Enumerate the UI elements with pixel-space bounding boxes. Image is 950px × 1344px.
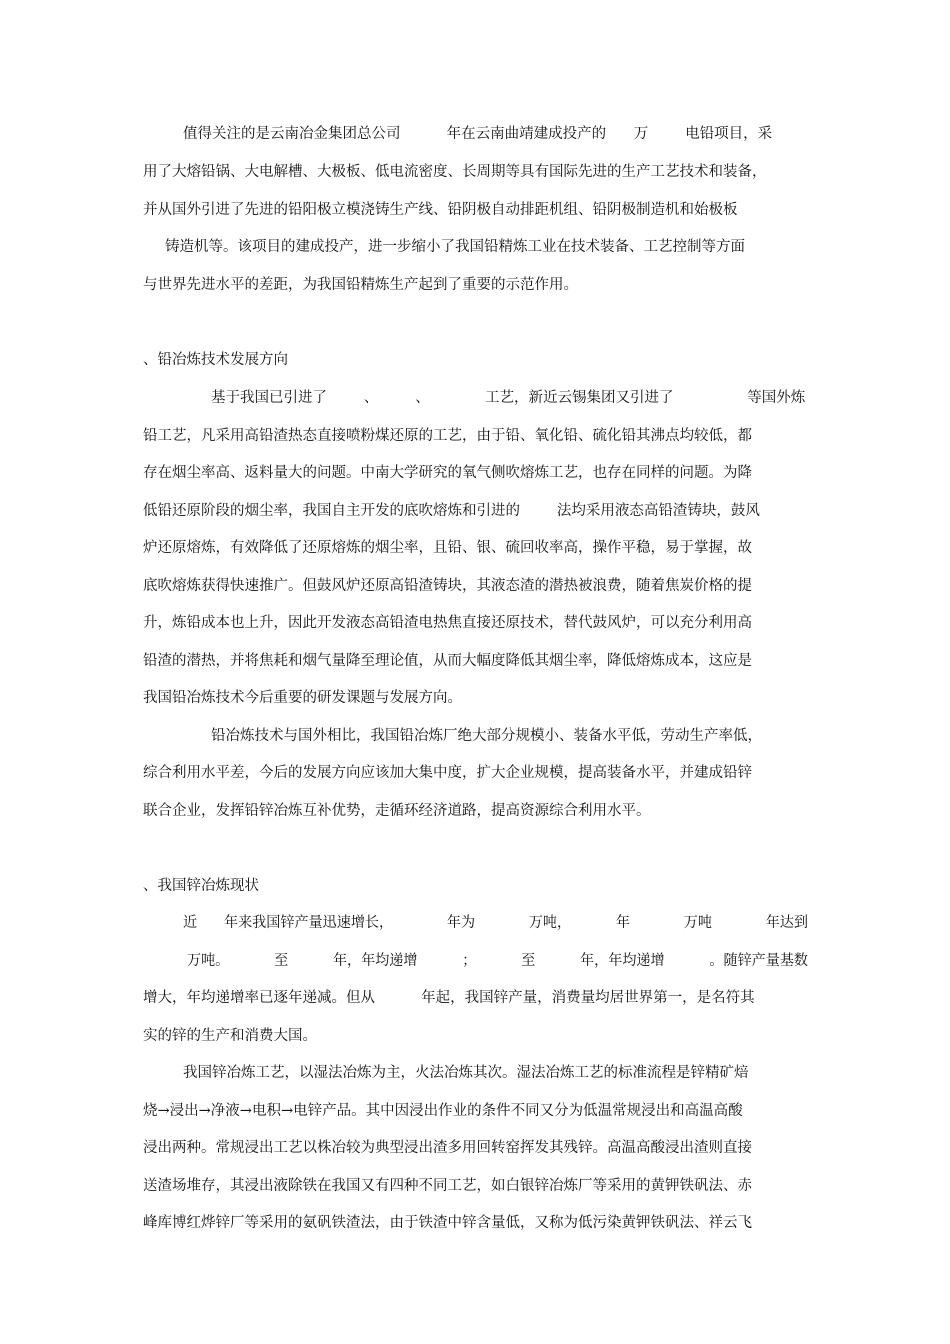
paragraph-5-line-5: 峰库博红烨锌厂等采用的氨矾铁渣法，由于铁渣中锌含量低，又称为低污染黄钾铁矾法、祥云飞 — [143, 1215, 752, 1231]
paragraph-2-line-3: 存在烟尘率高、返料量大的问题。中南大学研究的氧气侧吹熔炼工艺，也存在同样的问题。为降 — [143, 465, 752, 481]
paragraph-3-line-2: 综合利用水平差，今后的发展方向应该加大集中度，扩大企业规模，提高装备水平，并建成铅锌 — [143, 765, 752, 781]
paragraph-2-line-7: 升，炼铅成本也上升，因此开发液态高铅渣电热焦直接还原技术，替代鼓风炉，可以充分利用高 — [143, 615, 752, 631]
paragraph-1-line-3: 并从国外引进了先进的铅阳极立模浇铸生产线、铅阴极自动排距机组、铅阴极制造机和始极板 — [143, 202, 738, 218]
paragraph-1-line-5: 与世界先进水平的差距，为我国铅精炼生产起到了重要的示范作用。 — [143, 277, 578, 293]
paragraph-4-line-3: 增大，年均递增率已逐年递减。但从 年起，我国锌产量，消费量均居世界第一，是名符其 — [143, 990, 755, 1006]
paragraph-1-line-2: 用了大熔铅锅、大电解槽、大极板、低电流密度、长周期等具有国际先进的生产工艺技术和装备， — [143, 164, 767, 180]
paragraph-3-line-3: 联合企业，发挥铅锌冶炼互补优势，走循环经济道路，提高资源综合利用水平。 — [143, 803, 651, 819]
paragraph-5-line-4: 送渣场堆存，其浸出液除铁在我国又有四种不同工艺，如白银锌冶炼厂等采用的黄钾铁矾法、赤 — [143, 1178, 752, 1194]
paragraph-2-line-6: 底吹熔炼获得快速推广。但鼓风炉还原高铅渣铸块，其液态渣的潜热被浪费，随着焦炭价格的提 — [143, 578, 752, 594]
paragraph-5-line-3: 浸出两种。常规浸出工艺以株冶较为典型浸出渣多用回转窑挥发其残锌。高温高酸浸出渣则直接 — [143, 1140, 752, 1156]
paragraph-2-line-4: 低铅还原阶段的烟尘率，我国自主开发的底吹熔炼和引进的 法均采用液态高铅渣铸块，鼓风 — [143, 503, 760, 519]
paragraph-4-line-2: 万吨。 至 年，年均递增 ； 至 年，年均递增 。随锌产量基数 — [187, 953, 809, 969]
paragraph-1-line-1: 值得关注的是云南冶金集团总公司 年在云南曲靖建成投产的 万 电铅项目，采 — [183, 126, 773, 142]
paragraph-4-line-4: 实的锌的生产和消费大国。 — [143, 1028, 317, 1044]
paragraph-3-line-1: 铅冶炼技术与国外相比，我国铅冶炼厂绝大部分规模小、装备水平低，劳动生产率低， — [211, 728, 762, 744]
section-heading-lead-smelting: 、铅冶炼技术发展方向 — [143, 352, 288, 368]
paragraph-2-line-2: 铅工艺，凡采用高铅渣热态直接喷粉煤还原的工艺，由于铅、氧化铅、硫化铅其沸点均较低，都 — [143, 428, 752, 444]
paragraph-2-line-9: 我国铅冶炼技术今后重要的研发课题与发展方向。 — [143, 690, 462, 706]
paragraph-4-line-1: 近 年来我国锌产量迅速增长， 年为 万吨， 年 万吨 年达到 — [183, 915, 808, 931]
section-heading-zinc-status: 、我国锌冶炼现状 — [143, 878, 259, 894]
paragraph-5-line-1: 我国锌冶炼工艺，以湿法冶炼为主，火法冶炼其次。湿法冶炼工艺的标准流程是锌精矿焙 — [183, 1065, 749, 1081]
paragraph-1-line-4: 铸造机等。该项目的建成投产，进一步缩小了我国铅精炼工业在技术装备、工艺控制等方面 — [165, 239, 745, 255]
paragraph-2-line-8: 铅渣的潜热，并将焦耗和烟气量降至理论值，从而大幅度降低其烟尘率，降低熔炼成本，这应是 — [143, 653, 752, 669]
paragraph-2-line-1: 基于我国已引进了 、 、 工艺，新近云锡集团又引进了 等国外炼 — [211, 390, 806, 406]
paragraph-5-line-2: 烧→浸出→净液→电积→电锌产品。其中因浸出作业的条件不同又分为低温常规浸出和高温高酸 — [143, 1103, 743, 1119]
paragraph-2-line-5: 炉还原熔炼，有效降低了还原熔炼的烟尘率，且铅、银、硫回收率高，操作平稳，易于掌握，故 — [143, 540, 752, 556]
